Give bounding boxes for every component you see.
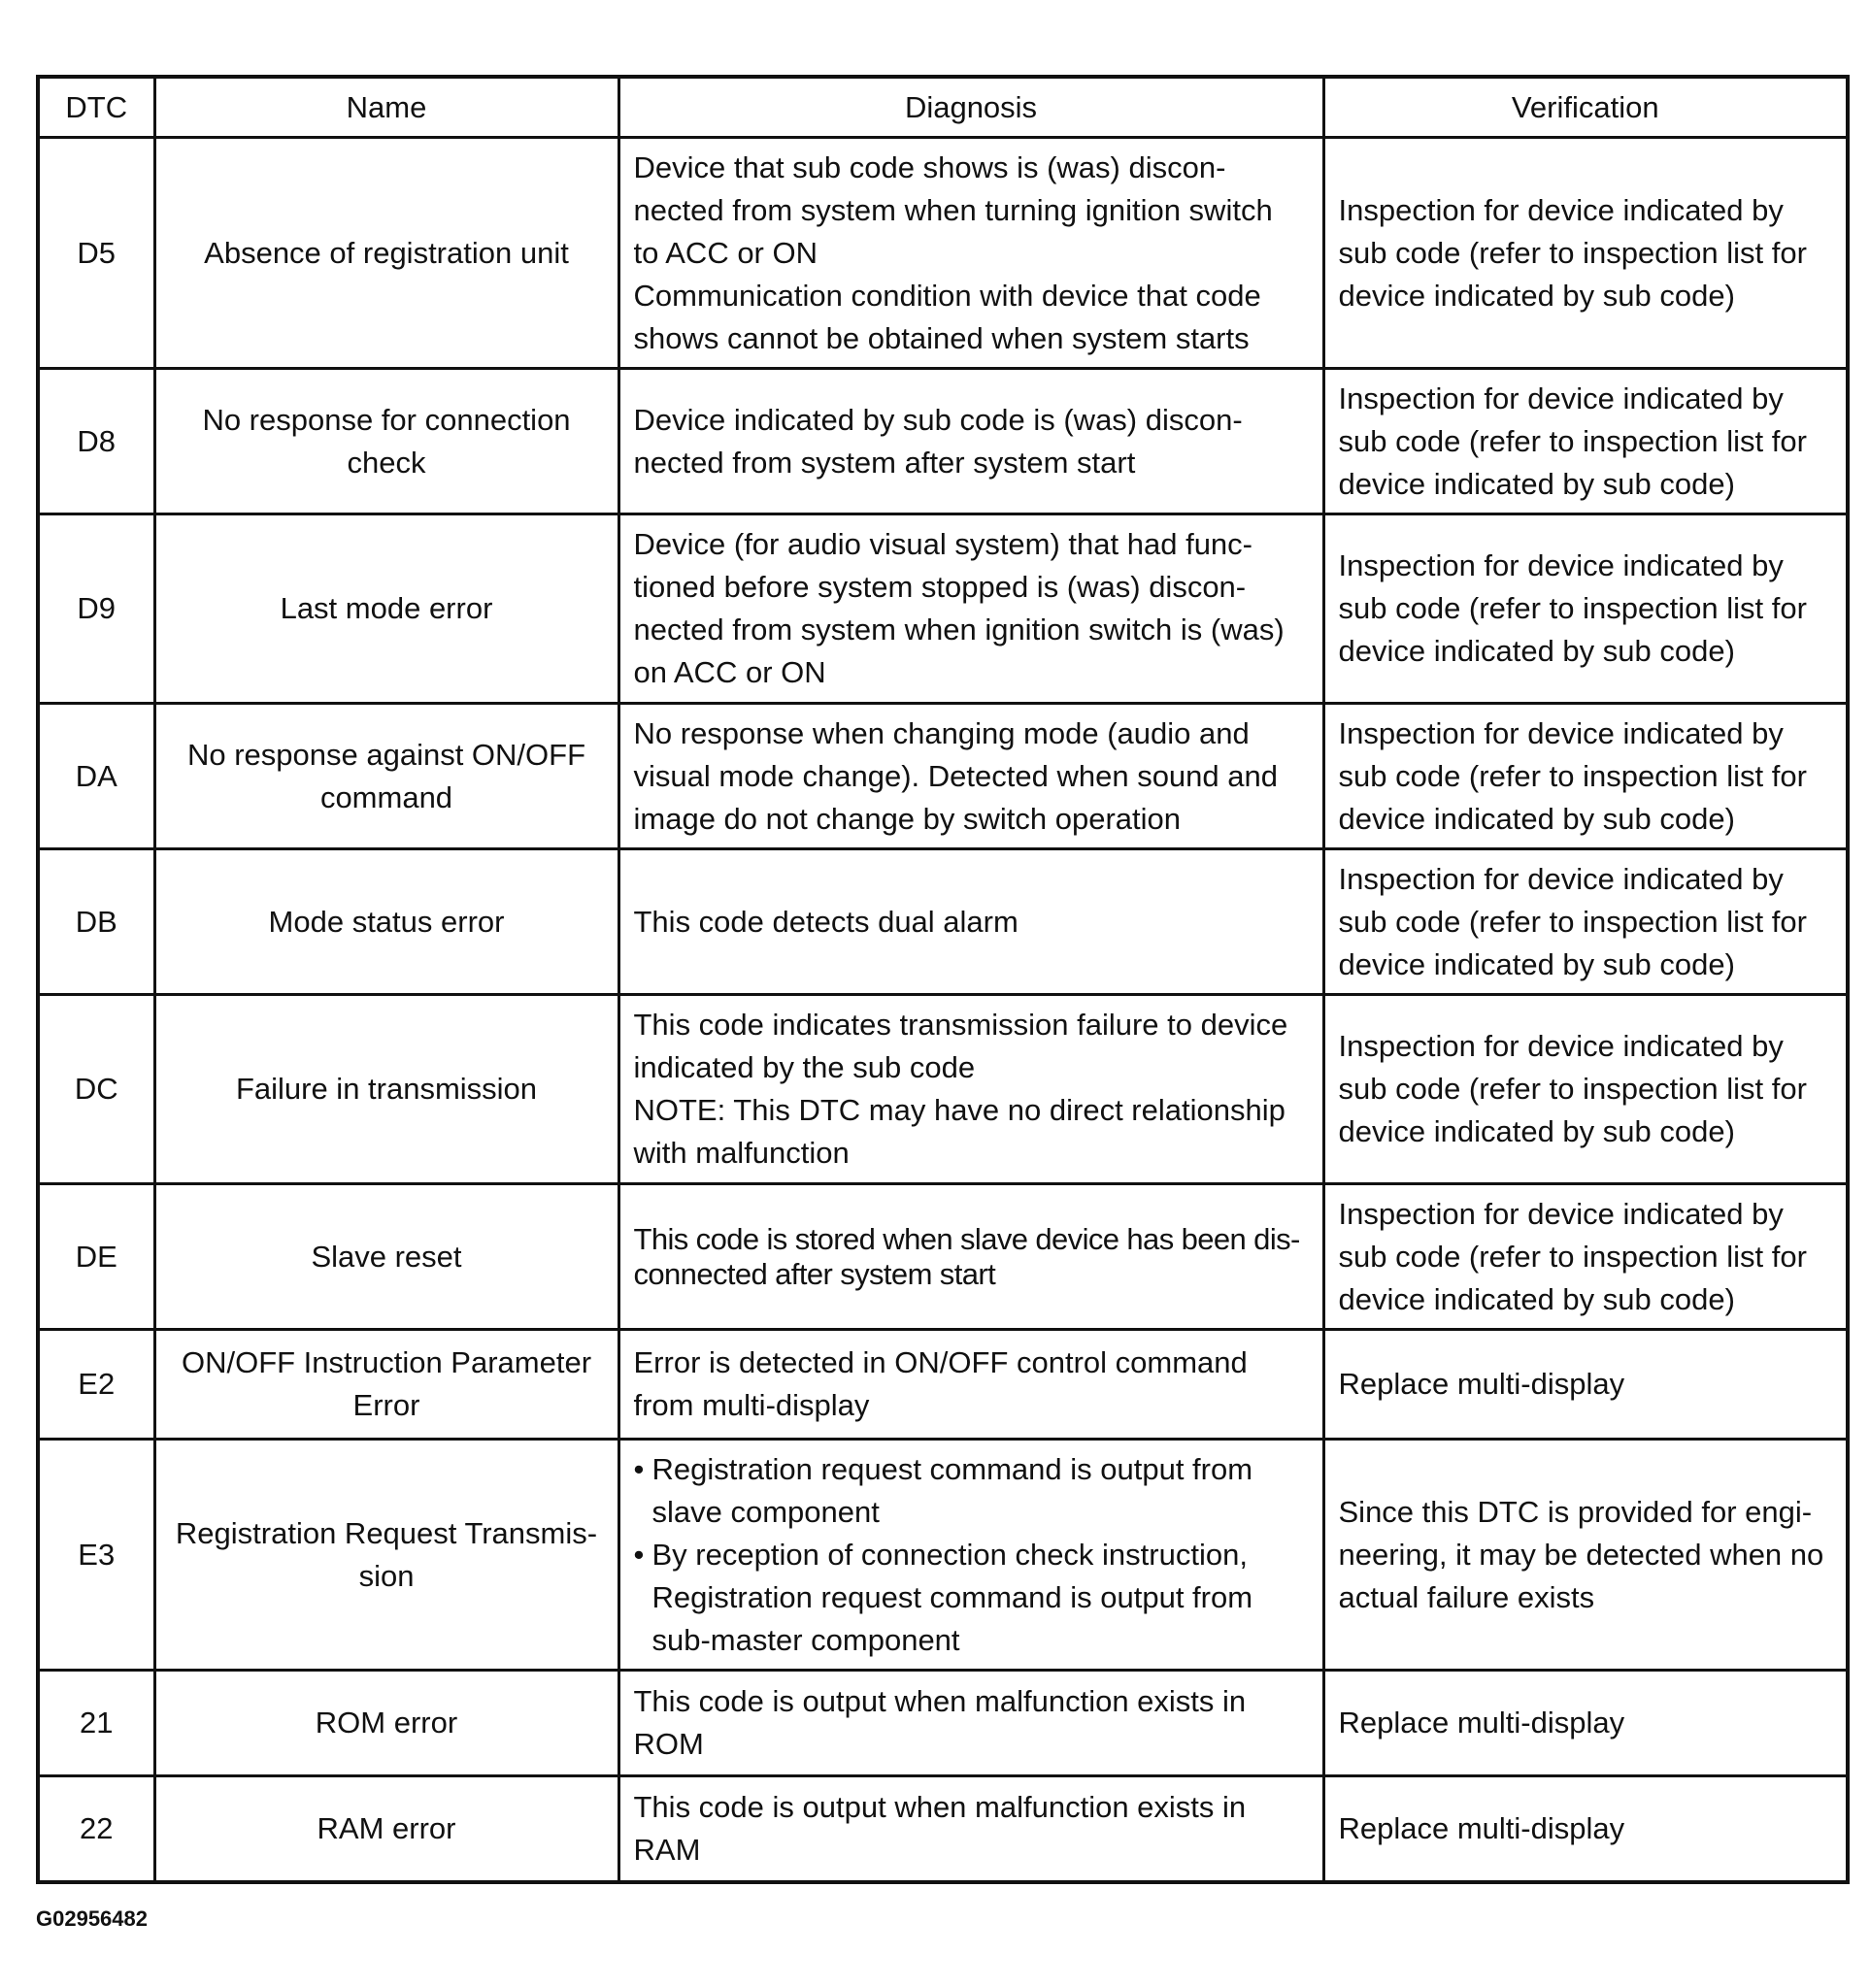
- dtc-verification: Inspection for device indicated by sub code (refer to inspection list for device indicated by sub code): [1323, 995, 1848, 1184]
- dtc-verification: Inspection for device indicated by sub code (refer to inspection list for device indicated by sub code): [1323, 138, 1848, 369]
- dtc-name: No response against ON/OFF command: [154, 704, 618, 849]
- table-row: [38, 704, 1848, 849]
- dtc-name: Last mode error: [154, 514, 618, 704]
- dtc-name: Absence of registration unit: [154, 138, 618, 369]
- table-row: [38, 1671, 1848, 1776]
- dtc-verification: Since this DTC is provided for engi- neering, it may be detected when no actual failure exists: [1323, 1440, 1848, 1671]
- dtc-name: Mode status error: [154, 849, 618, 995]
- dtc-name: RAM error: [154, 1776, 618, 1882]
- dtc-code: 22: [38, 1776, 154, 1882]
- dtc-diagnosis: Error is detected in ON/OFF control command from multi-display: [618, 1330, 1323, 1440]
- dtc-name: Registration Request Transmis- sion: [154, 1440, 618, 1671]
- dtc-verification: Replace multi-display: [1323, 1671, 1848, 1776]
- diagnosis-bullet-list: [634, 1448, 1309, 1662]
- dtc-code: E3: [38, 1440, 154, 1671]
- dtc-code: DB: [38, 849, 154, 995]
- dtc-code: 21: [38, 1671, 154, 1776]
- dtc-diagnosis: This code is output when malfunction exists in RAM: [618, 1776, 1323, 1882]
- dtc-name: No response for connection check: [154, 369, 618, 514]
- header-dtc: DTC: [38, 77, 154, 138]
- header-verification: Verification: [1323, 77, 1848, 138]
- figure-id: G02956482: [36, 1906, 148, 1931]
- dtc-table: [36, 75, 1850, 1884]
- table-row: [38, 1440, 1848, 1671]
- dtc-diagnosis: Device that sub code shows is (was) discon- nected from system when turning ignition switch to ACC or ON Communication condition with device that code shows cannot be obtained when system starts: [618, 138, 1323, 369]
- header-name: Name: [154, 77, 618, 138]
- table-row: [38, 369, 1848, 514]
- dtc-code: DC: [38, 995, 154, 1184]
- header-diagnosis: Diagnosis: [618, 77, 1323, 138]
- dtc-code: D5: [38, 138, 154, 369]
- dtc-code: E2: [38, 1330, 154, 1440]
- dtc-code: DE: [38, 1184, 154, 1330]
- dtc-diagnosis: This code is stored when slave device has been dis- connected after system start: [618, 1184, 1323, 1330]
- dtc-code: DA: [38, 704, 154, 849]
- table-row: [38, 995, 1848, 1184]
- dtc-verification: Replace multi-display: [1323, 1330, 1848, 1440]
- dtc-name: ROM error: [154, 1671, 618, 1776]
- dtc-verification: Inspection for device indicated by sub code (refer to inspection list for device indicated by sub code): [1323, 369, 1848, 514]
- dtc-name: Failure in transmission: [154, 995, 618, 1184]
- dtc-diagnosis: [618, 1440, 1323, 1671]
- table-row: [38, 1184, 1848, 1330]
- table-row: [38, 1330, 1848, 1440]
- dtc-verification: Inspection for device indicated by sub code (refer to inspection list for device indicated by sub code): [1323, 514, 1848, 704]
- dtc-diagnosis: Device (for audio visual system) that had func- tioned before system stopped is (was) discon- nected from system when ignition switch is (was) on ACC or ON: [618, 514, 1323, 704]
- table-row: [38, 514, 1848, 704]
- table-row: [38, 1776, 1848, 1882]
- table-header-row: [38, 77, 1848, 138]
- dtc-diagnosis: Device indicated by sub code is (was) discon- nected from system after system start: [618, 369, 1323, 514]
- list-item: • Registration request command is output from slave component: [634, 1448, 1309, 1534]
- dtc-diagnosis: This code detects dual alarm: [618, 849, 1323, 995]
- dtc-diagnosis: No response when changing mode (audio and visual mode change). Detected when sound and image do not change by switch operation: [618, 704, 1323, 849]
- dtc-verification: Inspection for device indicated by sub code (refer to inspection list for device indicated by sub code): [1323, 704, 1848, 849]
- table-row: [38, 849, 1848, 995]
- dtc-code: D9: [38, 514, 154, 704]
- dtc-diagnosis: This code is output when malfunction exists in ROM: [618, 1671, 1323, 1776]
- dtc-name: ON/OFF Instruction Parameter Error: [154, 1330, 618, 1440]
- dtc-verification: Replace multi-display: [1323, 1776, 1848, 1882]
- table-row: [38, 138, 1848, 369]
- list-item: • By reception of connection check instruction, Registration request command is output from sub-master component: [634, 1534, 1309, 1662]
- dtc-code: D8: [38, 369, 154, 514]
- dtc-verification: Inspection for device indicated by sub code (refer to inspection list for device indicated by sub code): [1323, 1184, 1848, 1330]
- dtc-diagnosis: This code indicates transmission failure to device indicated by the sub code NOTE: This DTC may have no direct relationship with malfunction: [618, 995, 1323, 1184]
- dtc-name: Slave reset: [154, 1184, 618, 1330]
- dtc-verification: Inspection for device indicated by sub code (refer to inspection list for device indicated by sub code): [1323, 849, 1848, 995]
- table-body: [38, 138, 1848, 1882]
